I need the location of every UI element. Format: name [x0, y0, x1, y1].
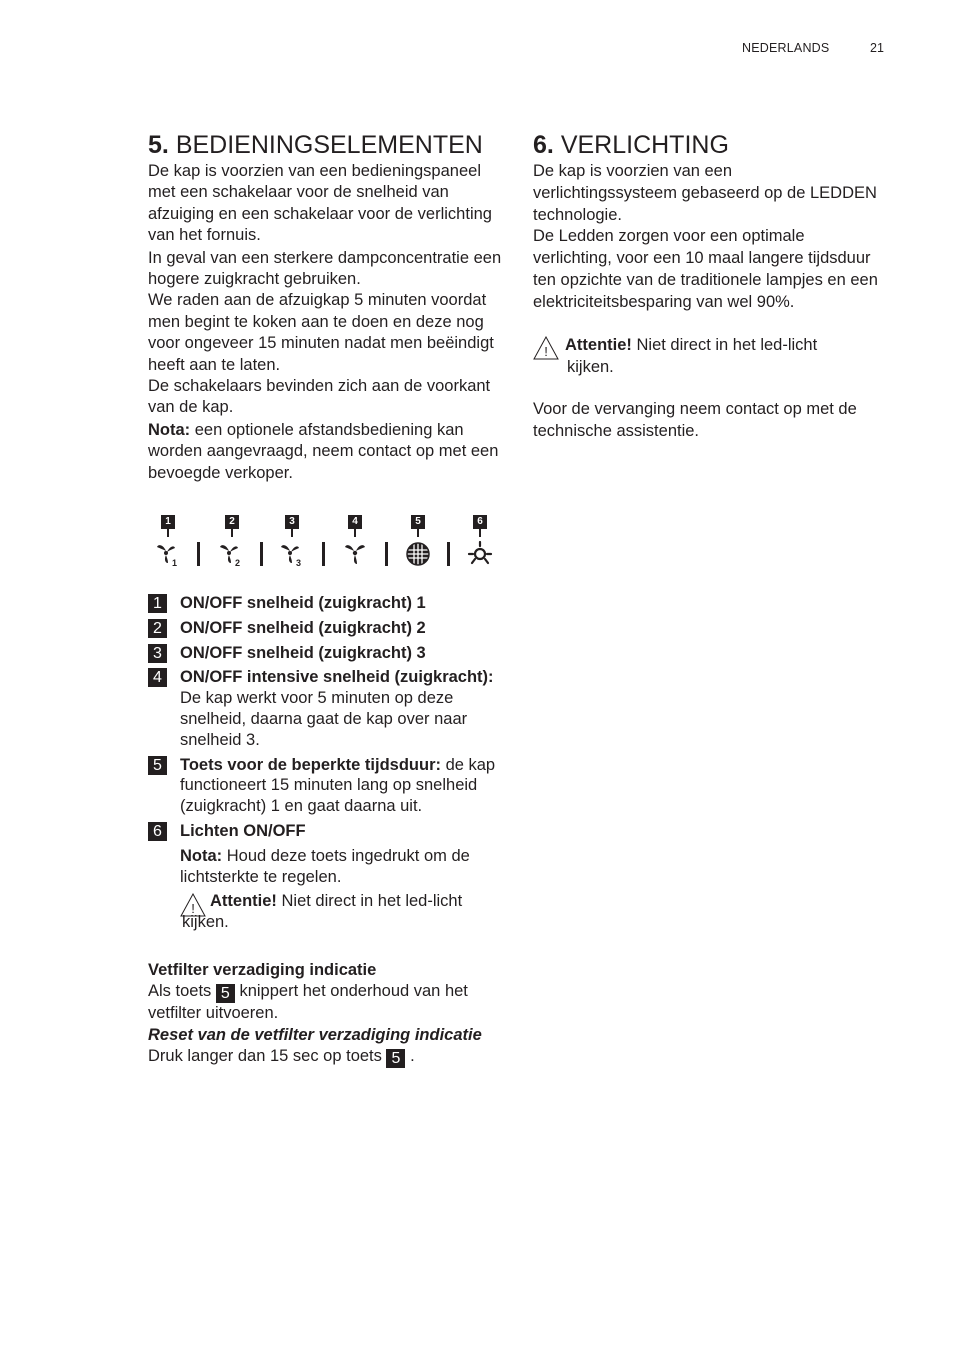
heading-number: 6.	[533, 131, 554, 159]
svg-text:!: !	[544, 343, 548, 359]
warning-line-2: kijken.	[182, 913, 229, 932]
paragraph: De kap is voorzien van een verlichtingssysteem gebaseerd op de LEDDEN technologie.	[533, 162, 877, 224]
nota-paragraph	[148, 420, 508, 484]
text-span: .	[405, 1047, 415, 1066]
pointer-line	[417, 529, 419, 537]
pointer-line	[354, 529, 356, 537]
heading-text: VERLICHTING	[560, 131, 729, 159]
nota-label: Nota:	[180, 846, 223, 865]
item-title: ON/OFF intensive snelheid (zuigkracht):	[180, 668, 494, 687]
warning-note	[533, 334, 878, 378]
item-text: de kap functioneert 15 minuten lang op snelheid (zuigkracht) 1 en gaat daarna uit.	[180, 755, 496, 816]
item-title: ON/OFF snelheid (zuigkracht) 1	[180, 594, 426, 613]
section-verlichting	[533, 130, 878, 442]
nota-text: Houd deze toets ingedrukt om de lichtsterkte te regelen.	[180, 846, 470, 886]
fan-speed-3-icon	[278, 540, 306, 568]
section-heading-6	[533, 130, 878, 160]
panel-number: 5	[411, 515, 425, 529]
fan-speed-1-icon	[154, 540, 182, 568]
heading-text: BEDIENINGSELEMENTEN	[175, 131, 483, 159]
warning-label: Attentie!	[210, 892, 277, 911]
section-bedieningselementen	[148, 130, 508, 1068]
item-number-badge: 4	[148, 668, 167, 687]
list-item	[148, 821, 508, 933]
item-title: Toets voor de beperkte tijdsduur:	[180, 755, 441, 774]
paragraph: De Ledden zorgen voor een optimale verlichting, voor een 10 maal langere tijdsduur ten opzichte van de traditionele lampjes en een elektriciteitsbesparing van wel 90%.	[533, 227, 878, 311]
header-language: NEDERLANDS	[742, 41, 830, 55]
panel-number: 3	[285, 515, 299, 529]
pointer-line	[291, 529, 293, 537]
panel-separator	[385, 542, 388, 566]
panel-number: 4	[348, 515, 362, 529]
item-text: De kap werkt voor 5 minuten op deze snelheid, daarna gaat de kap over naar snelheid 3.	[180, 689, 468, 749]
grid-timer-icon	[404, 540, 432, 568]
list-item	[148, 593, 508, 614]
item-number-badge: 6	[148, 822, 167, 841]
vetfilter-title: Vetfilter verzadiging indicatie	[148, 961, 377, 980]
warning-triangle-icon	[533, 336, 559, 360]
panel-separator	[197, 542, 200, 566]
control-list	[148, 593, 508, 933]
warning-note	[180, 891, 508, 933]
nota-text: een optionele afstandsbediening kan worden aangevraagd, neem contact op met een bevoegde verkoper.	[148, 420, 499, 482]
item-nota	[180, 846, 508, 888]
item-title: ON/OFF snelheid (zuigkracht) 2	[180, 618, 426, 637]
fan-intensive-icon	[341, 540, 369, 568]
vetfilter-paragraph	[148, 981, 508, 1024]
item-number-badge: 2	[148, 619, 167, 638]
panel-number: 1	[161, 515, 175, 529]
item-number-badge: 3	[148, 644, 167, 663]
text-span: Druk langer dan 15 sec op toets	[148, 1047, 387, 1066]
nota-label: Nota:	[148, 420, 191, 439]
svg-text:2: 2	[235, 558, 241, 569]
page-number: 21	[870, 41, 884, 55]
warning-line	[180, 891, 508, 912]
item-title: ON/OFF snelheid (zuigkracht) 3	[180, 643, 426, 662]
warning-text: Niet direct in het led-licht	[631, 335, 818, 354]
list-item	[148, 755, 508, 817]
item-number-badge: 1	[148, 594, 167, 613]
item-number-badge: 5	[148, 756, 167, 775]
text-span: Als toets	[148, 982, 216, 1001]
warning-line	[533, 334, 878, 356]
list-item	[148, 667, 508, 750]
heading-number: 5.	[148, 131, 169, 159]
fan-speed-2-icon	[217, 540, 245, 568]
list-item	[148, 643, 508, 664]
paragraph: De kap is voorzien van een bedieningspaneel met een schakelaar voor de snelheid van afzuiging en een schakelaar voor de verlichting van het fornuis.	[148, 162, 492, 245]
text-span: knippert het onderhoud van het vetfilter uitvoeren.	[148, 982, 468, 1023]
vetfilter-reset-title: Reset van de vetfilter verzadiging indicatie	[148, 1025, 482, 1044]
light-icon	[466, 540, 494, 568]
svg-text:!: !	[191, 901, 195, 917]
inline-number-badge: 5	[386, 1049, 405, 1068]
pointer-line	[231, 529, 233, 537]
paragraph: De schakelaars bevinden zich aan de voorkant van de kap.	[148, 377, 491, 417]
svg-text:3: 3	[296, 558, 302, 569]
panel-separator	[447, 542, 450, 566]
paragraph: We raden aan de afzuigkap 5 minuten voordat men begint te koken aan te doen en deze nog voor ongeveer 15 minuten nadat men beëindigt heeft aan te laten.	[148, 291, 494, 374]
control-panel-diagram	[148, 515, 508, 587]
paragraph: Voor de vervanging neem contact op met de technische assistentie.	[533, 399, 857, 440]
warning-label: Attentie!	[565, 335, 632, 354]
panel-separator	[260, 542, 263, 566]
inline-number-badge: 5	[216, 984, 235, 1003]
item-title: Lichten ON/OFF	[180, 822, 306, 841]
list-item	[148, 618, 508, 639]
paragraph: In geval van een sterkere dampconcentratie een hogere zuigkracht gebruiken.	[148, 248, 502, 289]
panel-separator	[322, 542, 325, 566]
warning-text: Niet direct in het led-licht	[276, 892, 463, 911]
svg-text:1: 1	[172, 558, 178, 569]
pointer-line	[479, 529, 481, 537]
warning-line-2: kijken.	[567, 357, 614, 376]
panel-number: 6	[473, 515, 487, 529]
vetfilter-reset-paragraph	[148, 1046, 508, 1068]
pointer-line	[167, 529, 169, 537]
section-heading-5	[148, 130, 508, 160]
warning-triangle-icon	[180, 893, 206, 917]
panel-number: 2	[225, 515, 239, 529]
